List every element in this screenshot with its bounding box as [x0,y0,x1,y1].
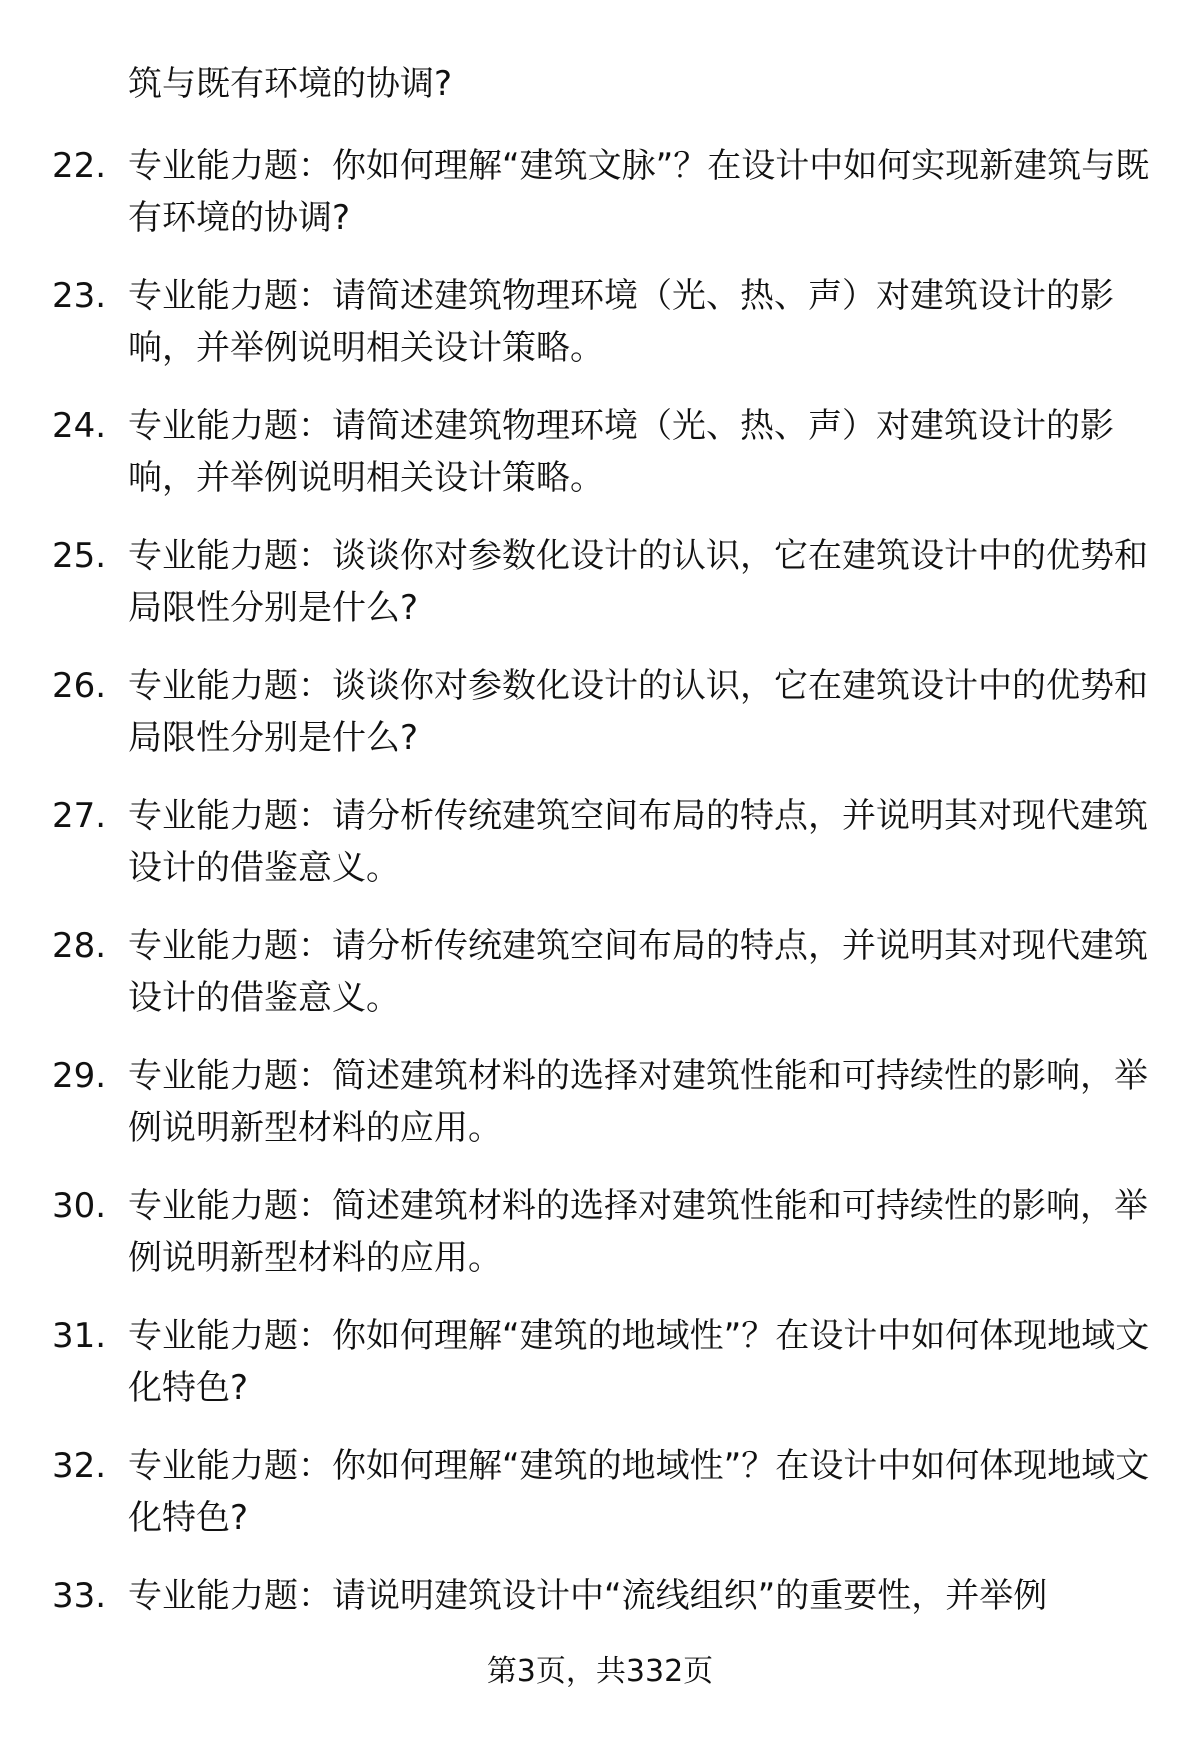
question-list [0,140,1200,1700]
question-number: 30. [52,1186,107,1226]
question-text: 专业能力题：请说明建筑设计中“流线组织”的重要性，并举例 [128,1576,1048,1616]
question-number: 26. [52,666,107,706]
question-text: 专业能力题：请分析传统建筑空间布局的特点，并说明其对现代建筑设计的借鉴意义。 [128,796,1148,888]
question-number: 27. [52,796,107,836]
question-number: 31. [52,1316,107,1356]
question-text: 专业能力题：谈谈你对参数化设计的认识，它在建筑设计中的优势和局限性分别是什么? [128,536,1148,628]
continuation-text: 筑与既有环境的协调? [128,64,453,104]
list-item [0,790,1200,920]
list-item [0,530,1200,660]
question-number: 33. [52,1576,107,1616]
question-number: 25. [52,536,107,576]
question-text: 专业能力题：你如何理解“建筑文脉”？在设计中如何实现新建筑与既有环境的协调? [128,146,1150,238]
question-number: 28. [52,926,107,966]
question-number: 24. [52,406,107,446]
question-text: 专业能力题：请分析传统建筑空间布局的特点，并说明其对现代建筑设计的借鉴意义。 [128,926,1148,1018]
list-item [0,1050,1200,1180]
list-item [0,400,1200,530]
question-text: 专业能力题：你如何理解“建筑的地域性”？在设计中如何体现地域文化特色? [128,1446,1150,1538]
page-footer: 第3页，共332页 [486,1654,714,1689]
list-item [0,920,1200,1050]
list-item [0,1180,1200,1310]
list-item [0,1310,1200,1440]
question-text: 专业能力题：简述建筑材料的选择对建筑性能和可持续性的影响，举例说明新型材料的应用。 [128,1186,1148,1278]
question-number: 32. [52,1446,107,1486]
question-number: 23. [52,276,107,316]
question-text: 专业能力题：谈谈你对参数化设计的认识，它在建筑设计中的优势和局限性分别是什么? [128,666,1148,758]
question-number: 29. [52,1056,107,1096]
question-number: 22. [52,146,107,186]
question-text: 专业能力题：你如何理解“建筑的地域性”？在设计中如何体现地域文化特色? [128,1316,1150,1408]
list-item [0,1440,1200,1570]
question-text: 专业能力题：请简述建筑物理环境（光、热、声）对建筑设计的影响，并举例说明相关设计策略。 [128,276,1114,368]
list-item [0,270,1200,400]
question-text: 专业能力题：请简述建筑物理环境（光、热、声）对建筑设计的影响，并举例说明相关设计策略。 [128,406,1114,498]
question-text: 专业能力题：简述建筑材料的选择对建筑性能和可持续性的影响，举例说明新型材料的应用。 [128,1056,1148,1148]
list-item [0,140,1200,270]
list-item [0,660,1200,790]
